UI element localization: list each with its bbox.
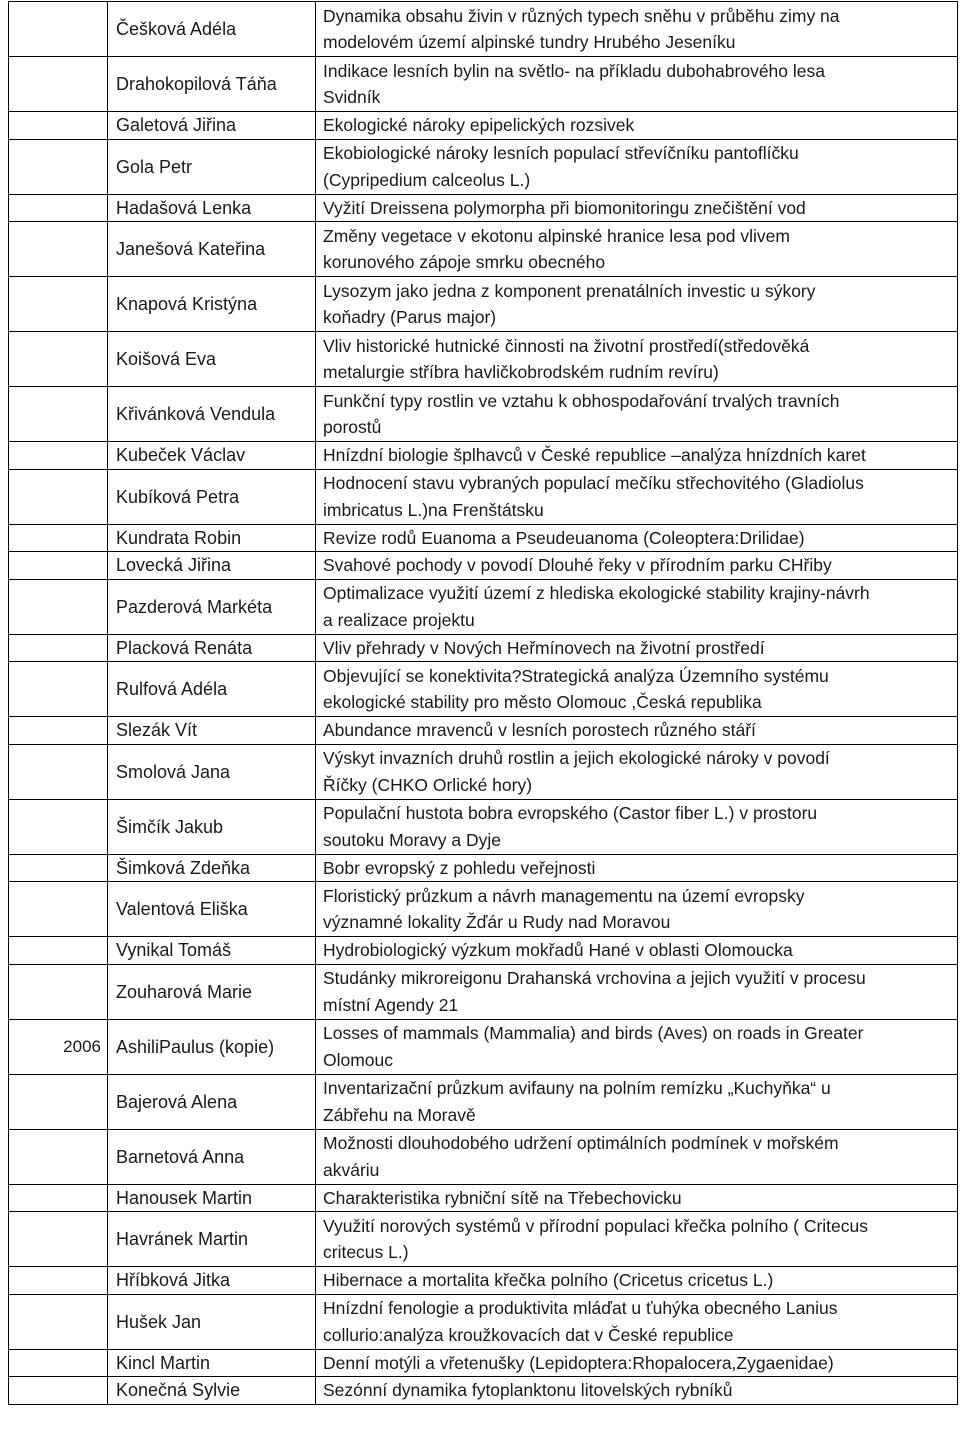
author-name-cell: Gola Petr xyxy=(108,139,316,194)
table-row xyxy=(9,57,958,112)
year-cell xyxy=(9,799,108,854)
year-cell xyxy=(9,937,108,965)
thesis-title-cell: Populační hustota bobra evropského (Castor fiber L.) v prostoru soutoku Moravy a Dyje xyxy=(316,799,958,854)
year-cell xyxy=(9,1074,108,1129)
year-cell xyxy=(9,1129,108,1184)
author-name-cell: Hadašová Lenka xyxy=(108,194,316,222)
thesis-title-cell: Možnosti dlouhodobého udržení optimálních podmínek v mořském akváriu xyxy=(316,1129,958,1184)
year-cell xyxy=(9,524,108,552)
year-cell xyxy=(9,552,108,580)
year-cell: 2006 xyxy=(9,1019,108,1074)
table-row xyxy=(9,634,958,662)
author-name-cell: Křivánková Vendula xyxy=(108,387,316,442)
table-row xyxy=(9,194,958,222)
thesis-title-cell: Objevující se konektivita?Strategická analýza Územního systému ekologické stability pro město Olomouc ,Česká republika xyxy=(316,662,958,717)
thesis-title-cell: Ekologické nároky epipelických rozsivek xyxy=(316,112,958,140)
year-cell xyxy=(9,1377,108,1405)
thesis-title-cell: Svahové pochody v povodí Dlouhé řeky v přírodním parku CHřiby xyxy=(316,552,958,580)
year-cell xyxy=(9,1184,108,1212)
year-cell xyxy=(9,112,108,140)
table-row xyxy=(9,1349,958,1377)
table-row xyxy=(9,442,958,470)
author-name-cell: Bajerová Alena xyxy=(108,1074,316,1129)
year-cell xyxy=(9,634,108,662)
author-name-cell: Smolová Jana xyxy=(108,744,316,799)
thesis-title-cell: Ekobiologické nároky lesních populací střevíčníku pantoflíčku (Cypripedium calceolus L.) xyxy=(316,139,958,194)
table-row xyxy=(9,1212,958,1267)
year-cell xyxy=(9,194,108,222)
thesis-title-cell: Sezónní dynamika fytoplanktonu litovelských rybníků xyxy=(316,1377,958,1405)
thesis-title-cell: Dynamika obsahu živin v různých typech sněhu v průběhu zimy na modelovém území alpinské tundry Hrubého Jeseníku xyxy=(316,2,958,57)
author-name-cell: Galetová Jiřina xyxy=(108,112,316,140)
table-row xyxy=(9,524,958,552)
year-cell xyxy=(9,1267,108,1295)
author-name-cell: Pazderová Markéta xyxy=(108,579,316,634)
thesis-title-cell: Vliv přehrady v Nových Heřmínovech na životní prostředí xyxy=(316,634,958,662)
table-row xyxy=(9,882,958,937)
thesis-title-cell: Vliv historické hutnické činnosti na životní prostředí(středověká metalurgie stříbra havličkobrodském rudním revíru) xyxy=(316,332,958,387)
table-row xyxy=(9,1267,958,1295)
table-row xyxy=(9,1074,958,1129)
author-name-cell: Drahokopilová Táňa xyxy=(108,57,316,112)
year-cell xyxy=(9,854,108,882)
year-cell xyxy=(9,744,108,799)
thesis-title-cell: Změny vegetace v ekotonu alpinské hranice lesa pod vlivem korunového zápoje smrku obecného xyxy=(316,222,958,277)
year-cell xyxy=(9,469,108,524)
thesis-title-cell: Revize rodů Euanoma a Pseudeuanoma (Coleoptera:Drilidae) xyxy=(316,524,958,552)
year-cell xyxy=(9,1349,108,1377)
table-row xyxy=(9,2,958,57)
year-cell xyxy=(9,662,108,717)
thesis-title-cell: Floristický průzkum a návrh managementu na území evropsky významné lokality Žďár u Rudy nad Moravou xyxy=(316,882,958,937)
table-row xyxy=(9,1184,958,1212)
year-cell xyxy=(9,2,108,57)
author-name-cell: Janešová Kateřina xyxy=(108,222,316,277)
thesis-title-cell: Výskyt invazních druhů rostlin a jejich ekologické nároky v povodí Říčky (CHKO Orlické hory) xyxy=(316,744,958,799)
table-row xyxy=(9,579,958,634)
year-cell xyxy=(9,442,108,470)
author-name-cell: Rulfová Adéla xyxy=(108,662,316,717)
author-name-cell: Konečná Sylvie xyxy=(108,1377,316,1405)
thesis-title-cell: Inventarizační průzkum avifauny na polním remízku „Kuchyňka“ u Zábřehu na Moravě xyxy=(316,1074,958,1129)
table-row xyxy=(9,1377,958,1405)
author-name-cell: Češková Adéla xyxy=(108,2,316,57)
thesis-title-cell: Hibernace a mortalita křečka polního (Cricetus cricetus L.) xyxy=(316,1267,958,1295)
author-name-cell: Lovecká Jiřina xyxy=(108,552,316,580)
year-cell xyxy=(9,332,108,387)
year-cell xyxy=(9,57,108,112)
table-row xyxy=(9,552,958,580)
thesis-title-cell: Losses of mammals (Mammalia) and birds (Aves) on roads in Greater Olomouc xyxy=(316,1019,958,1074)
table-row xyxy=(9,277,958,332)
author-name-cell: Hušek Jan xyxy=(108,1294,316,1349)
table-row xyxy=(9,854,958,882)
table-row xyxy=(9,937,958,965)
table-row xyxy=(9,717,958,745)
year-cell xyxy=(9,579,108,634)
thesis-title-cell: Hydrobiologický výzkum mokřadů Hané v oblasti Olomoucka xyxy=(316,937,958,965)
author-name-cell: Kundrata Robin xyxy=(108,524,316,552)
author-name-cell: Placková Renáta xyxy=(108,634,316,662)
thesis-title-cell: Lysozym jako jedna z komponent prenatálních investic u sýkory koňadry (Parus major) xyxy=(316,277,958,332)
year-cell xyxy=(9,1294,108,1349)
thesis-title-cell: Vyžití Dreissena polymorpha při biomonitoringu znečištění vod xyxy=(316,194,958,222)
table-row xyxy=(9,662,958,717)
year-cell xyxy=(9,139,108,194)
thesis-title-cell: Funkční typy rostlin ve vztahu k obhospodařování trvalých travních porostů xyxy=(316,387,958,442)
author-name-cell: Kubíková Petra xyxy=(108,469,316,524)
table-row xyxy=(9,469,958,524)
author-name-cell: Koišová Eva xyxy=(108,332,316,387)
author-name-cell: Vynikal Tomáš xyxy=(108,937,316,965)
year-cell xyxy=(9,222,108,277)
year-cell xyxy=(9,964,108,1019)
table-row xyxy=(9,799,958,854)
table-row xyxy=(9,1129,958,1184)
thesis-title-cell: Optimalizace využití území z hlediska ekologické stability krajiny-návrh a realizace projektu xyxy=(316,579,958,634)
thesis-title-cell: Charakteristika rybniční sítě na Třebechovicku xyxy=(316,1184,958,1212)
author-name-cell: Zouharová Marie xyxy=(108,964,316,1019)
year-cell xyxy=(9,1212,108,1267)
thesis-title-cell: Denní motýli a vřetenušky (Lepidoptera:Rhopalocera,Zygaenidae) xyxy=(316,1349,958,1377)
year-cell xyxy=(9,387,108,442)
table-row xyxy=(9,744,958,799)
table-row xyxy=(9,112,958,140)
author-name-cell: AshiliPaulus (kopie) xyxy=(108,1019,316,1074)
thesis-title-cell: Hnízdní biologie šplhavců v České republice –analýza hnízdních karet xyxy=(316,442,958,470)
author-name-cell: Knapová Kristýna xyxy=(108,277,316,332)
table-row xyxy=(9,1294,958,1349)
author-name-cell: Hříbková Jitka xyxy=(108,1267,316,1295)
table-row xyxy=(9,332,958,387)
thesis-title-cell: Hnízdní fenologie a produktivita mláďat u ťuhýka obecného Lanius collurio:analýza kroužkovacích dat v České republice xyxy=(316,1294,958,1349)
theses-table-body xyxy=(9,2,958,1405)
table-row xyxy=(9,964,958,1019)
year-cell xyxy=(9,717,108,745)
thesis-title-cell: Hodnocení stavu vybraných populací mečíku střechovitého (Gladiolus imbricatus L.)na Frenštátsku xyxy=(316,469,958,524)
author-name-cell: Kincl Martin xyxy=(108,1349,316,1377)
author-name-cell: Valentová Eliška xyxy=(108,882,316,937)
table-row xyxy=(9,222,958,277)
author-name-cell: Havránek Martin xyxy=(108,1212,316,1267)
table-row xyxy=(9,387,958,442)
thesis-title-cell: Bobr evropský z pohledu veřejnosti xyxy=(316,854,958,882)
year-cell xyxy=(9,882,108,937)
author-name-cell: Kubeček Václav xyxy=(108,442,316,470)
author-name-cell: Barnetová Anna xyxy=(108,1129,316,1184)
table-row xyxy=(9,1019,958,1074)
theses-table xyxy=(8,1,958,1405)
thesis-title-cell: Studánky mikroreigonu Drahanská vrchovina a jejich využití v procesu místní Agendy 21 xyxy=(316,964,958,1019)
author-name-cell: Šimčík Jakub xyxy=(108,799,316,854)
author-name-cell: Hanousek Martin xyxy=(108,1184,316,1212)
table-row xyxy=(9,139,958,194)
thesis-title-cell: Využití norových systémů v přírodní populaci křečka polního ( Critecus critecus L.) xyxy=(316,1212,958,1267)
author-name-cell: Šimková Zdeňka xyxy=(108,854,316,882)
year-cell xyxy=(9,277,108,332)
thesis-title-cell: Abundance mravenců v lesních porostech různého stáří xyxy=(316,717,958,745)
author-name-cell: Slezák Vít xyxy=(108,717,316,745)
thesis-title-cell: Indikace lesních bylin na světlo- na příkladu dubohabrového lesa Svidník xyxy=(316,57,958,112)
